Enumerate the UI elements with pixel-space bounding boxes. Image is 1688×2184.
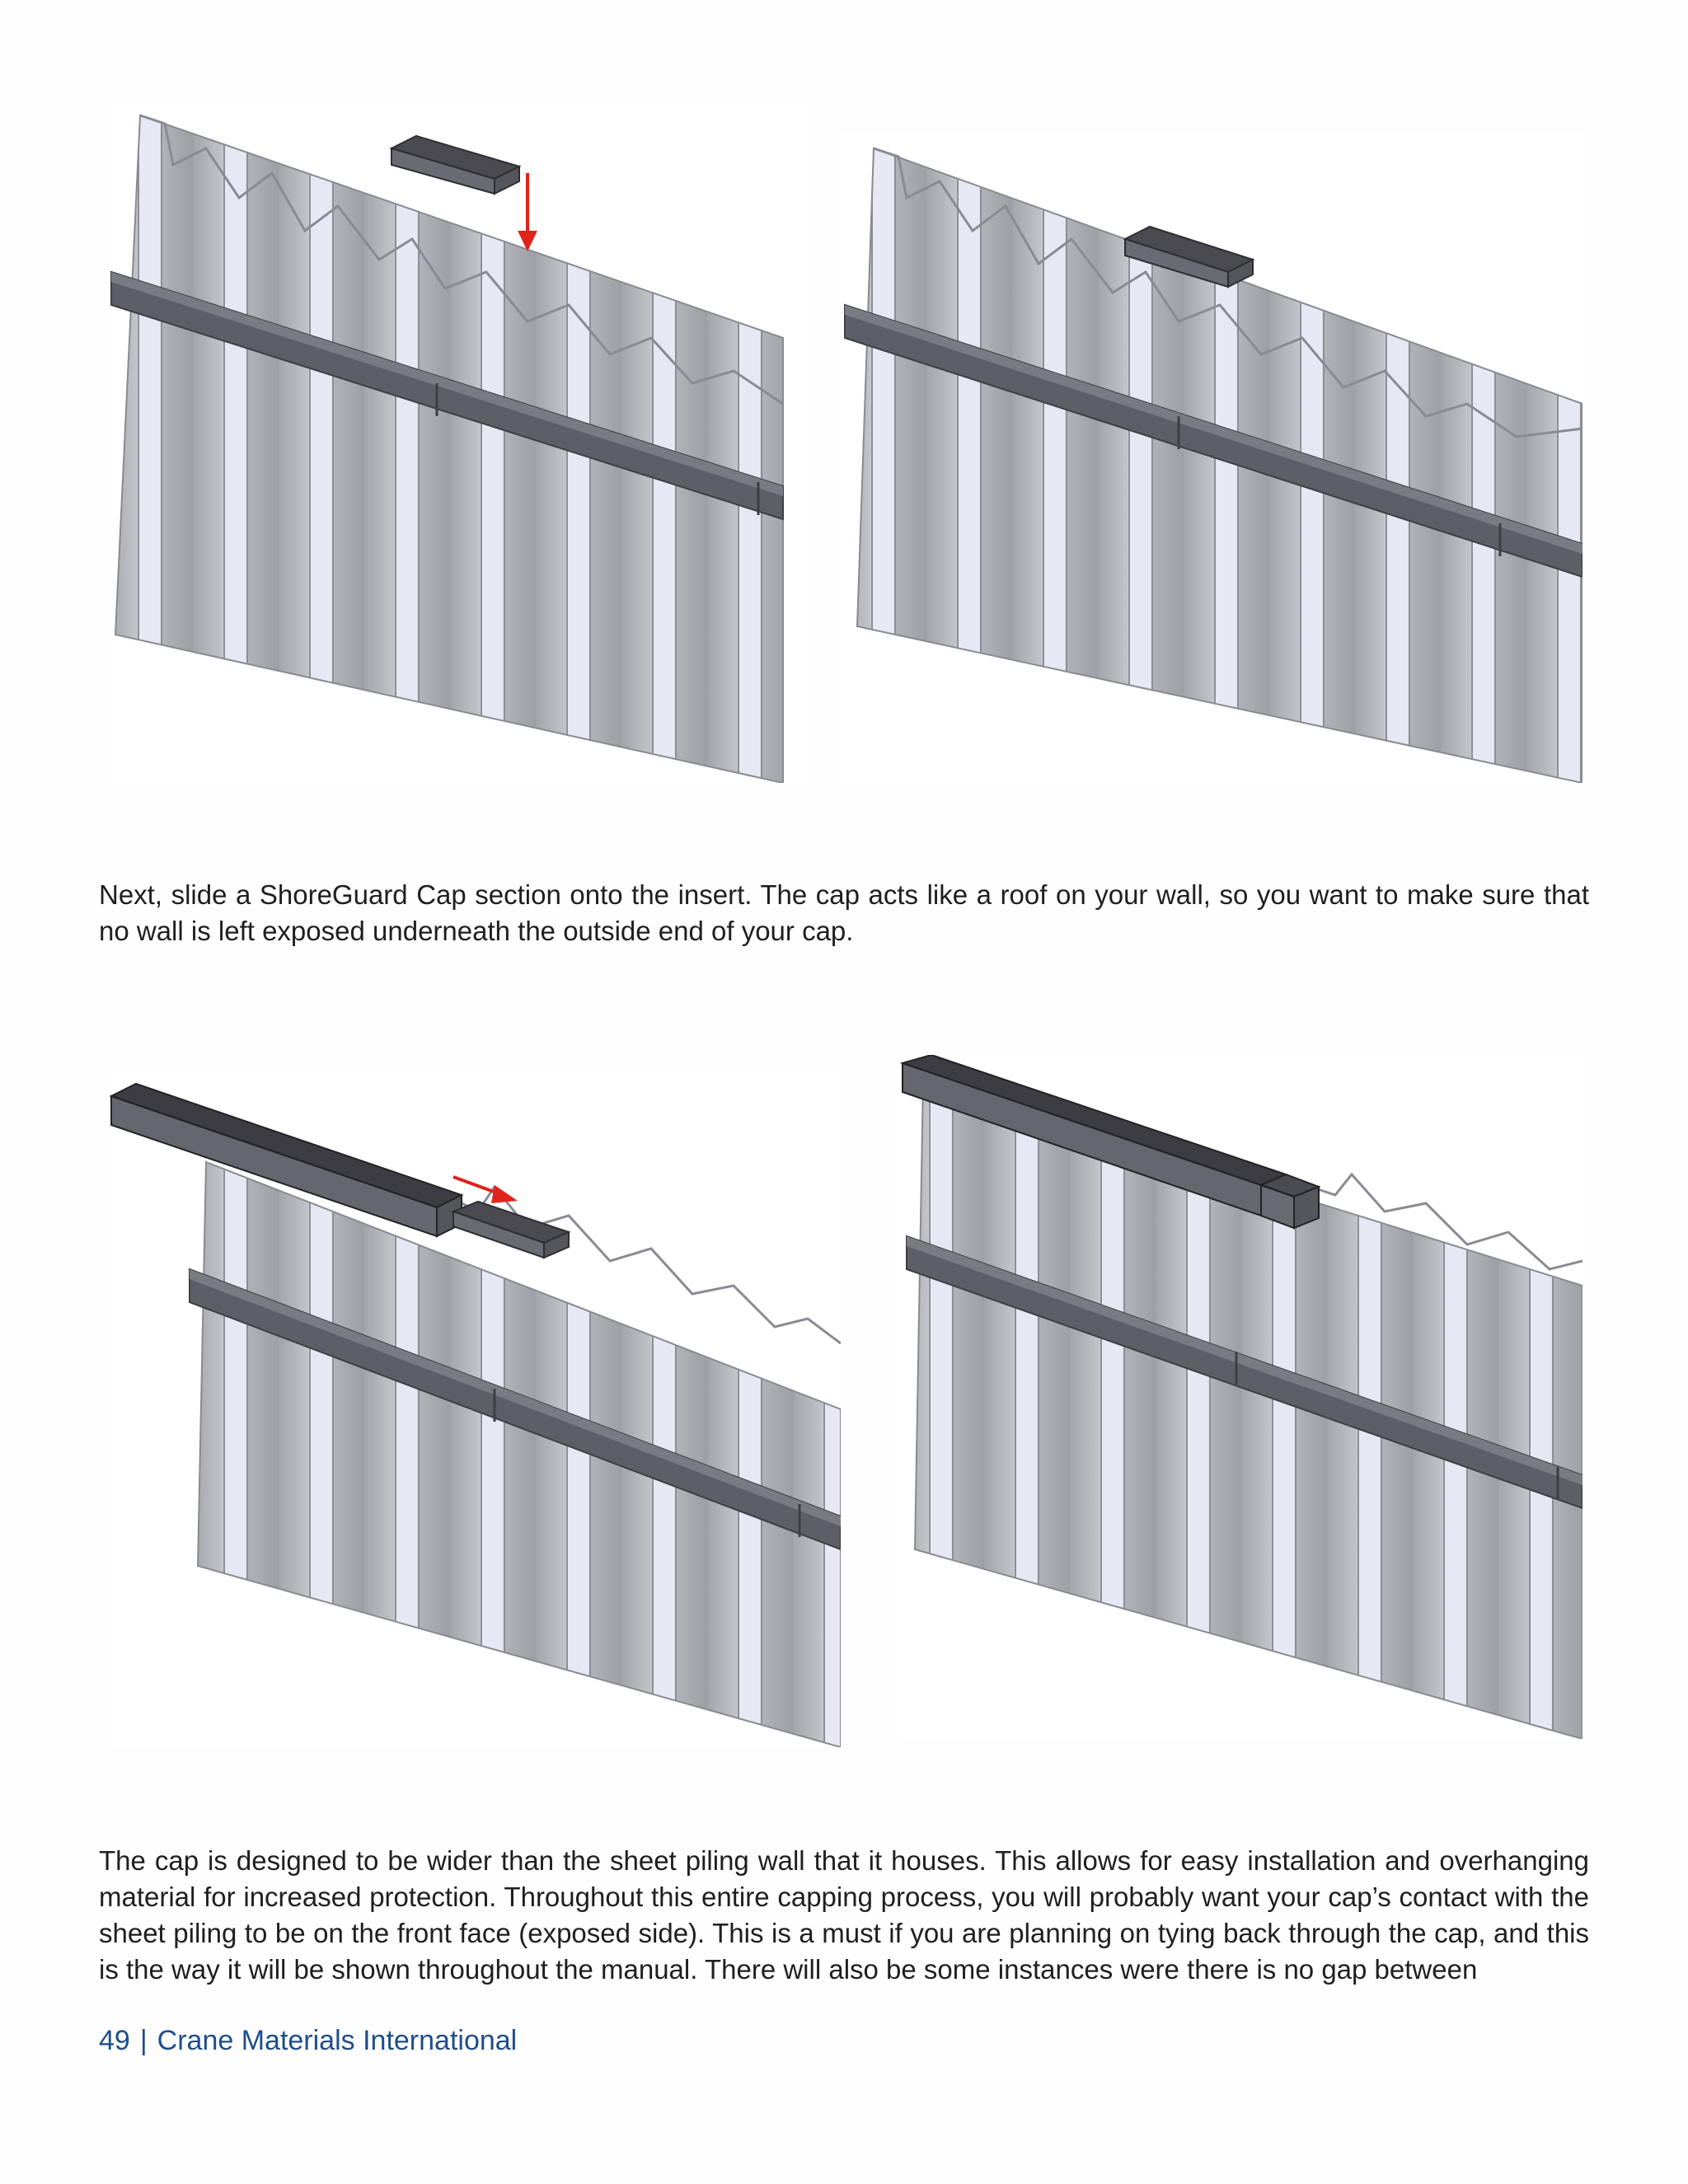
figure-cap-slide-illustration [107,1071,841,1747]
footer-separator: | [139,2025,148,2056]
figure-cap-joined-illustration [898,1055,1582,1739]
paragraph-slide-cap: Next, slide a ShoreGuard Cap section onto the insert. The cap acts like a roof on your wall, so you want to make sure that no wall is left exposed underneath the outside end of your cap. [99,879,1589,946]
figure-cap-slide [107,1071,841,1747]
figure-cap-lowered [107,99,808,783]
company-name: Crane Materials International [157,2025,518,2056]
figure-cap-seated-illustration [841,132,1582,783]
figure-cap-seated [841,132,1582,783]
paragraph-cap-design: The cap is designed to be wider than the sheet piling wall that it houses. This allows for easy installation and overhanging material for increased protection. Throughout this entire capping process, you will probably want your cap’s contact with the sheet piling to be on the front face (exposed side). This is a must if you are planning on tying back through the cap, and this is the way it will be shown throughout the manual. There will also be some instances were there is no gap between [99,1845,1589,1985]
figure-cap-lowered-illustration [107,99,808,783]
figure-cap-joined [898,1055,1582,1739]
page-footer [99,2022,517,2059]
page-number: 49 [99,2025,130,2056]
